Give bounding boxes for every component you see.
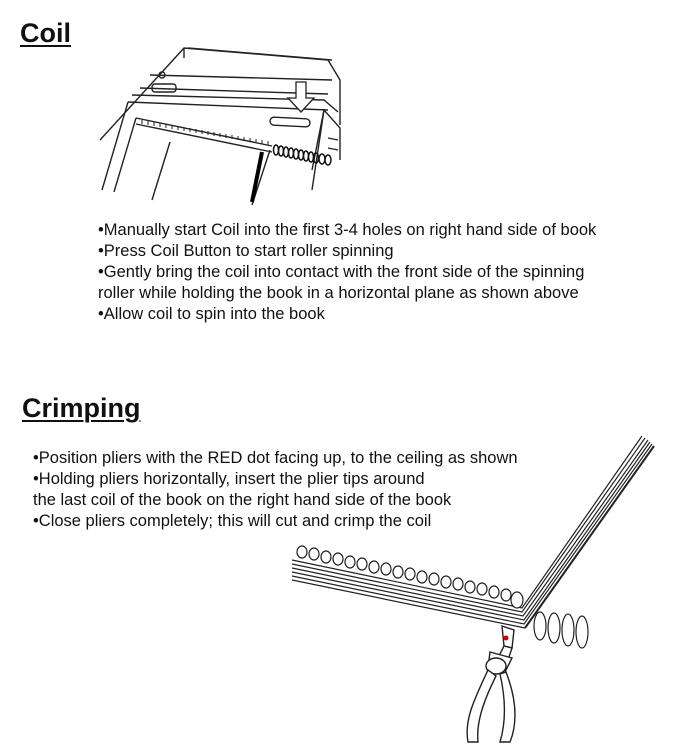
coil-step-4: •Allow coil to spin into the book: [98, 305, 325, 323]
arrow-down-icon: [288, 82, 314, 112]
crimping-pliers-illustration: [292, 430, 692, 750]
crimping-step-3: the last coil of the book on the right hand side of the book: [33, 491, 452, 509]
crimping-step-4: •Close pliers completely; this will cut and crimp the coil: [33, 512, 432, 530]
coil-step-2: •Press Coil Button to start roller spinning: [98, 242, 394, 260]
red-dot-icon: [504, 636, 509, 641]
coil-instructions: [98, 220, 598, 325]
coil-step-1: •Manually start Coil into the first 3-4 holes on right hand side of book: [98, 221, 597, 239]
crimping-heading: Crimping: [22, 393, 141, 423]
crimping-step-1: •Position pliers with the RED dot facing up, to the ceiling as shown: [33, 449, 518, 467]
crimping-step-2: •Holding pliers horizontally, insert the plier tips around: [33, 470, 425, 488]
coil-machine-illustration: [92, 40, 352, 210]
coil-step-3: •Gently bring the coil into contact with the front side of the spinning roller while holding the book in a horizontal plane as shown above: [98, 263, 585, 302]
coil-heading: Coil: [20, 18, 71, 48]
